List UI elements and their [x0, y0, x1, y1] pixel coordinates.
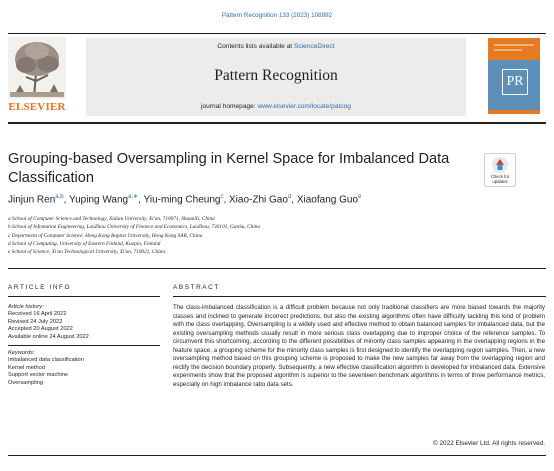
- article-history: [8, 304, 160, 341]
- journal-reference[interactable]: Pattern Recognition 133 (2023) 108992: [221, 12, 333, 19]
- affiliation-item: b School of Infomation Engineering, LanZhou University of Finance and Economics, LanZhou, 730101, GanSu, China: [8, 224, 261, 231]
- journal-cover-thumbnail[interactable]: [488, 38, 540, 114]
- check-badge-line1: Check for: [490, 174, 510, 179]
- affiliation-item: a School of Computer Science and Technology, Xidian University, Xi'an, 710071, ShaanXi, China: [8, 216, 215, 222]
- keyword-item: Support vector machine: [8, 372, 69, 379]
- author-separator: ,: [223, 194, 230, 206]
- abstract-bottom-rule: [8, 455, 546, 456]
- author-list: [8, 193, 538, 205]
- check-badge-line2: updates: [492, 179, 508, 184]
- homepage-prefix: journal homepage:: [201, 103, 256, 110]
- check-for-updates-badge[interactable]: [484, 153, 516, 187]
- history-item: Accepted 20 August 2022: [8, 326, 73, 333]
- journal-homepage-line: [86, 103, 466, 110]
- keywords-label: Keywords:: [8, 350, 35, 356]
- author-separator: ,: [138, 194, 144, 206]
- elsevier-wordmark: ELSEVIER: [8, 101, 66, 113]
- author-separator: ,: [63, 194, 69, 206]
- affiliation-list: [8, 215, 538, 256]
- keyword-item: Imbalanced data classification: [8, 357, 84, 364]
- keyword-item: Kernel method: [8, 364, 45, 371]
- affiliation-item: c Department of Computer Science, Hong Kong Baptist University, Hong Kong SAR, China: [8, 232, 203, 239]
- author-affil-marker[interactable]: c: [220, 194, 224, 200]
- cover-subtitle-bar: [494, 49, 522, 51]
- article-history-label: Article history:: [8, 304, 44, 310]
- author-name[interactable]: Xiao-Zhi Gao: [229, 194, 288, 206]
- keywords-block: [8, 350, 160, 387]
- copyright-notice: © 2022 Elsevier Ltd. All rights reserved.: [433, 440, 545, 447]
- abstract-heading: ABSTRACT: [173, 284, 220, 291]
- journal-name: Pattern Recognition: [214, 67, 338, 84]
- author-separator: ,: [291, 194, 297, 206]
- author-affil-marker[interactable]: d: [287, 194, 292, 200]
- header-top-rule: [8, 33, 546, 34]
- author-name[interactable]: Xiaofang Guo: [296, 194, 359, 206]
- contents-available-line: [86, 43, 466, 50]
- author-affil-marker[interactable]: a,∗: [128, 194, 139, 200]
- affiliation-divider: [8, 268, 546, 269]
- history-item: Available online 24 August 2022: [8, 333, 89, 340]
- sciencedirect-link[interactable]: ScienceDirect: [293, 43, 335, 50]
- history-item: Received 16 April 2022: [8, 311, 67, 318]
- author-affil-marker[interactable]: a,b: [55, 194, 64, 200]
- article-info-heading: ARTICLE INFO: [8, 284, 72, 291]
- article-title: Grouping-based Oversampling in Kernel Space for Imbalanced Data Classification: [8, 151, 450, 186]
- author-name[interactable]: Yiu-ming Cheung: [143, 194, 221, 206]
- affiliation-item: e School of Science, Xi'an Technological University, Xi'an, 710021, China: [8, 249, 165, 256]
- header-bottom-rule: [8, 122, 546, 124]
- article-info-separator: [8, 345, 160, 346]
- author-name[interactable]: Yuping Wang: [69, 194, 129, 206]
- abstract-rule: [173, 296, 546, 297]
- cover-title-bar: [494, 44, 534, 46]
- contents-prefix: Contents lists available at: [217, 43, 293, 50]
- author-affil-marker[interactable]: e: [358, 194, 362, 200]
- affiliation-item: d School of Computing, University of Eastern Finland, Kuopio, Finland: [8, 240, 161, 247]
- journal-homepage-link[interactable]: www.elsevier.com/locate/patcog: [257, 103, 351, 110]
- keyword-item: Oversampling: [8, 379, 44, 386]
- history-item: Revised 24 July 2022: [8, 318, 63, 325]
- author-name[interactable]: Jinjun Ren: [8, 194, 56, 206]
- abstract-text: The class-imbalanced classification is a difficult problem because not only traditional classifiers are more biased towards the majority classes and inclined to generate incorrect predictions, but also the existing algorithms often have difficulty tackling this kind of problem with the class overlapping. Oversampling is a widely used and effective method to obtain balanced samples for imbalanced data, but the existing oversampling methods usually result in more serious class overlapping due to improper choice of the reference samples. To circumvent this shortcoming, according to the different possibilities of minority class samples appearing in the overlapping regions in the feature space, a grouping scheme for the minority class samples is first designed to identify the overlapping region samples. Then, a new oversampling method based on this grouping scheme is proposed to make the new samples far away from the overlapping region and rectify the decision boundary properly. Subsequently, a new effective classification algorithm is developed for imbalanced data. Extensive experiments show that the proposed algorithm is superior to the seventeen benchmark algorithms in terms of three performance metrics, especially on high imbalance ratio data sets.: [173, 304, 545, 388]
- article-info-rule: [8, 296, 160, 297]
- cover-monogram: PR: [502, 69, 528, 95]
